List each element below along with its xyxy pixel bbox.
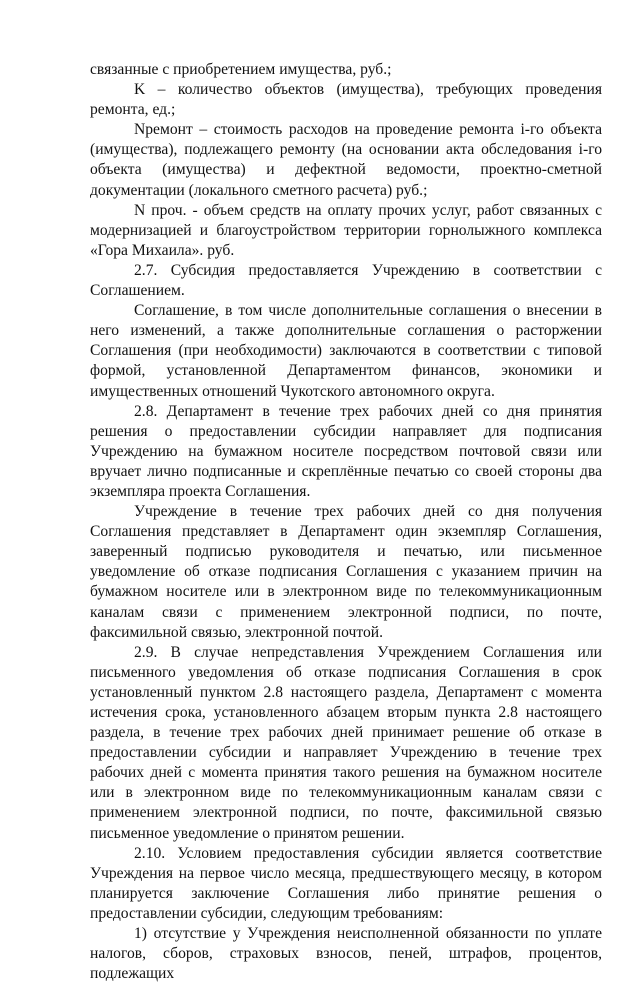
paragraph-agreement: Соглашение, в том числе дополнительные соглашения о внесении в него изменений, а также дополнительные соглашения о расторжении Соглашения (при необходимости) заключаются в соответствии с типовой формой, установленной Департаментом финансов, экономики и имущественных отношений Чукотского автономного округа. [90, 302, 602, 400]
paragraph-nproch-definition: N проч. - объем средств на оплату прочих услуг, работ связанных с модернизацией и благоустройством территории горнолыжного комплекса «Гора Михаила». руб. [90, 201, 602, 259]
paragraph-k-definition: K – количество объектов (имущества), требующих проведения ремонта, ед.; [90, 81, 602, 119]
paragraph-institution-response: Учреждение в течение трех рабочих дней со дня получения Соглашения представляет в Департамент один экземпляр Соглашения, заверенный подписью руководителя и печатью, или письменное уведомление об отказе подписания Соглашения с указанием причин на бумажном носителе или в электронном виде по телекоммуникационным каналам связи с применением электронной подписи, по почте, факсимильной связью, электронной почтой. [90, 503, 602, 641]
paragraph-2-7: 2.7. Субсидия предоставляется Учреждению в соответствии с Соглашением. [90, 261, 602, 300]
paragraph-2-10: 2.10. Условием предоставления субсидии является соответствие Учреждения на первое число месяца, предшествующего месяцу, в котором планируется заключение Соглашения либо принятие решения о предоставлении субсидии, следующим требованиям: [90, 844, 602, 922]
paragraph-2-8: 2.8. Департамент в течение трех рабочих дней со дня принятия решения о предоставлении субсидии направляет для подписания Учреждению на бумажном носителе посредством почтовой связи или вручает лично подписанные и скреплённые печатью со своей стороны два экземпляра проекта Соглашения. [90, 402, 602, 500]
paragraph-continuation: связанные с приобретением имущества, руб.; [90, 61, 392, 78]
paragraph-requirement-1: 1) отсутствие у Учреждения неисполненной обязанности по уплате налогов, сборов, страховых взносов, пеней, штрафов, процентов, подлежащих [90, 925, 602, 983]
paragraph-nremont-definition: Nремонт – стоимость расходов на проведение ремонта i-го объекта (имущества), подлежащего ремонту (на основании акта обследования i-го объекта (имущества) и дефектной ведомости, проектно-сметной документации (локального сметного расчета) руб.; [90, 121, 602, 199]
paragraph-2-9: 2.9. В случае непредставления Учреждением Соглашения или письменного уведомления об отказе подписания Соглашения в срок установленный пунктом 2.8 настоящего раздела, Департамент с момента истечения срока, установленного абзацем вторым пункта 2.8 настоящего раздела, в течение трех рабочих дней принимает решение об отказе в предоставлении субсидии и направляет Учреждению в течение трех рабочих дней с момента принятия такого решения на бумажном носителе или в электронном виде по телекоммуникационным каналам связи с применением электронной подписи, по почте, факсимильной связью письменное уведомление о принятом решении. [90, 643, 602, 842]
document-page [90, 60, 602, 984]
